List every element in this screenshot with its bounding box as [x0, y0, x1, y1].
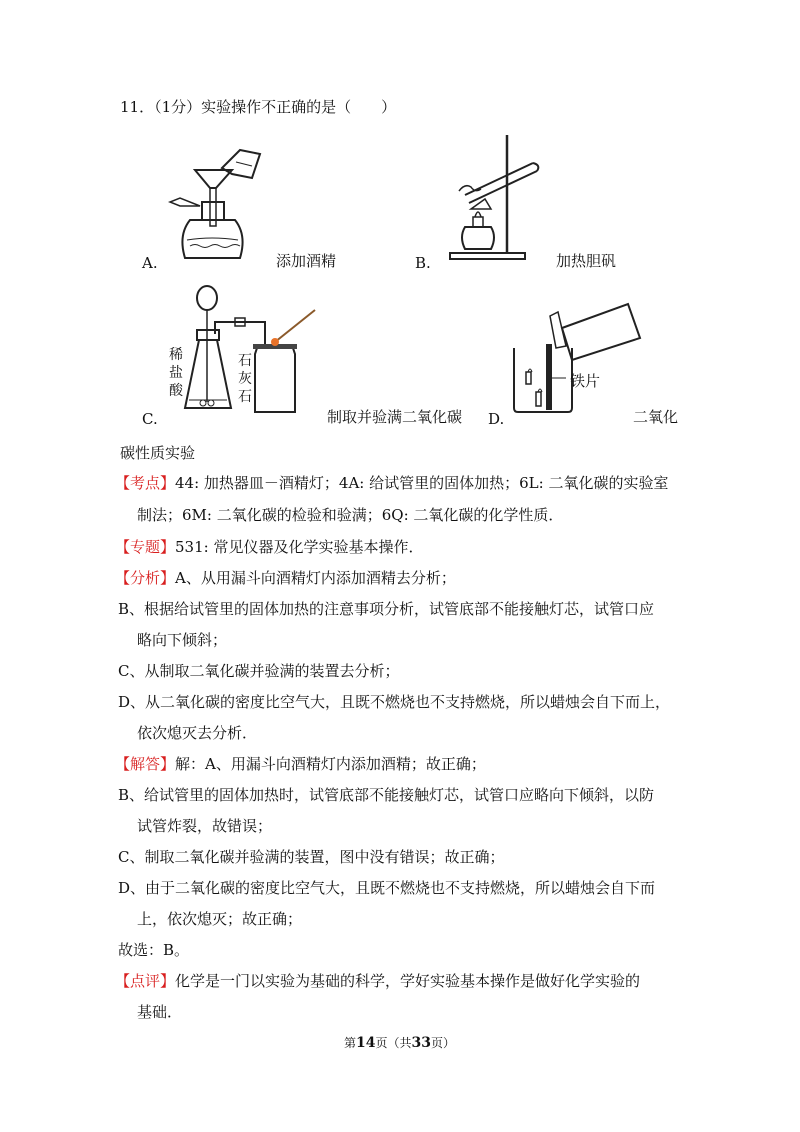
- footer-page-number: 14: [356, 1035, 376, 1051]
- kaodian-line-1: [115, 472, 668, 494]
- option-c-caption: 制取并验满二氧化碳: [327, 408, 463, 426]
- jieda-text-4: C、制取二氧化碳并验满的装置，图中没有错误；故正确；: [118, 848, 505, 866]
- footer-total-pages: 33: [411, 1035, 431, 1051]
- label-stone-1: 石: [238, 353, 252, 369]
- fenxi-text-6: 依次熄灭去分析．: [137, 724, 258, 742]
- figure-a-alcohol-lamp: [160, 140, 270, 270]
- zhuanti-tag: 【专题】: [115, 538, 176, 556]
- dianping-text-2: 基础．: [137, 1003, 183, 1021]
- question-header: 11．（1分）实验操作不正确的是（ ）: [120, 98, 397, 116]
- label-acid-3: 酸: [169, 383, 183, 399]
- jieda-text-6: 上，依次熄灭；故正确；: [137, 910, 303, 928]
- fenxi-text-5: D、从二氧化碳的密度比空气大，且既不燃烧也不支持燃烧，所以蜡烛会自下而上，: [118, 693, 671, 711]
- fenxi-text-3: 略向下倾斜；: [137, 631, 228, 649]
- fenxi-text-4: C、从制取二氧化碳并验满的装置去分析；: [118, 662, 400, 680]
- fenxi-text-2: B、根据给试管里的固体加热的注意事项分析，试管底部不能接触灯芯，试管口应: [118, 600, 655, 618]
- fenxi-line-1: [115, 567, 456, 589]
- kaodian-text-2: 制法；6M: 二氧化碳的检验和验满；6Q: 二氧化碳的化学性质．: [137, 506, 564, 524]
- fenxi-tag: 【分析】: [115, 569, 176, 587]
- option-b-caption: 加热胆矾: [556, 252, 617, 270]
- figure-b-heating-tube: [445, 125, 545, 265]
- option-c-letter: C.: [142, 410, 158, 428]
- option-d-caption-1: 二氧化: [633, 408, 679, 426]
- fenxi-text-1: A、从用漏斗向酒精灯内添加酒精去分析；: [175, 569, 456, 587]
- jieda-text-2: B、给试管里的固体加热时，试管底部不能接触灯芯，试管口应略向下倾斜，以防: [118, 786, 655, 804]
- label-stone-2: 灰: [238, 371, 252, 387]
- jieda-tag: 【解答】: [115, 755, 176, 773]
- footer-post: 页）: [431, 1036, 456, 1050]
- option-b-letter: B.: [415, 254, 431, 272]
- label-acid-2: 盐: [169, 365, 183, 381]
- label-stone-3: 石: [238, 389, 252, 405]
- dianping-text-1: 化学是一门以实验为基础的科学，学好实验基本操作是做好化学实验的: [175, 972, 641, 990]
- option-a-letter: A.: [142, 254, 158, 272]
- label-iron-plate: 铁片: [570, 372, 601, 390]
- page-footer: [344, 1034, 455, 1051]
- dianping-line-1: [115, 970, 640, 992]
- option-d-caption-2: 碳性质实验: [120, 444, 196, 462]
- jieda-line-1: [115, 753, 486, 775]
- option-a-caption: 添加酒精: [276, 252, 337, 270]
- jieda-text-3: 试管炸裂，故错误；: [137, 817, 273, 835]
- option-d-letter: D.: [488, 410, 505, 428]
- zhuanti-text: 531: 常见仪器及化学实验基本操作．: [175, 538, 424, 556]
- footer-mid: 页（共: [375, 1036, 412, 1050]
- figure-d-co2-property: [510, 300, 650, 415]
- jieda-text-5: D、由于二氧化碳的密度比空气大，且既不燃烧也不支持燃烧，所以蜡烛会自下而: [118, 879, 656, 897]
- kaodian-tag: 【考点】: [115, 474, 176, 492]
- dianping-tag: 【点评】: [115, 972, 176, 990]
- kaodian-text-1: 44: 加热器皿－酒精灯；4A: 给试管里的固体加热；6L: 二氧化碳的实验室: [175, 474, 669, 492]
- footer-pre: 第: [344, 1036, 357, 1050]
- zhuanti-line: [115, 536, 423, 558]
- jieda-text-7: 故选：B。: [118, 941, 190, 959]
- label-acid-1: 稀: [169, 347, 183, 363]
- jieda-text-1: 解：A、用漏斗向酒精灯内添加酒精；故正确；: [175, 755, 486, 773]
